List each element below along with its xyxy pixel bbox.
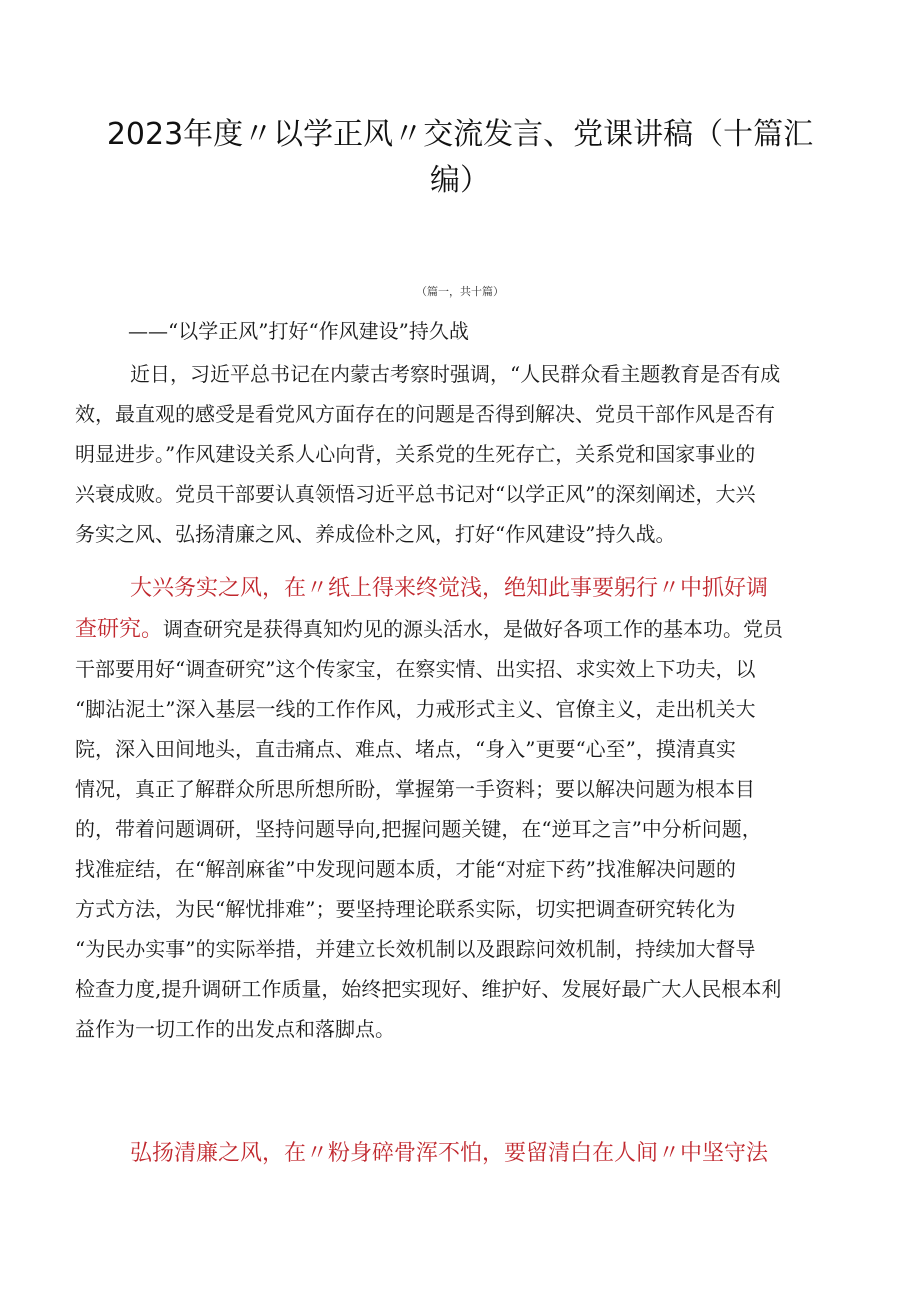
paragraph-line: “为民办实事”的实际举措，并建立长效机制以及跟踪问效机制，持续加大督导 (75, 937, 756, 961)
paragraph-clean-style (75, 1134, 865, 1174)
paragraph-practical-style (75, 569, 865, 1049)
title-line-2: 编） (430, 163, 490, 198)
paragraph-line: 情况，真正了解群众所思所想所盼，掌握第一手资料；要以解决问题为根本目 (75, 777, 755, 801)
paragraph-line: 的，带着问题调研，坚持问题导向,把握问题关键，在“逆耳之言”中分析问题， (75, 817, 762, 841)
subtitle: ——“以学正风”打好“作风建设”持久战 (128, 319, 469, 343)
paragraph-line: 院，深入田间地头，直击痛点、难点、堵点，“身入”更要“心至”，摸清真实 (75, 737, 736, 761)
paragraph-line: 找准症结，在“解剖麻雀”中发现问题本质，才能“对症下药”找准解决问题的 (75, 857, 736, 881)
part-label: （篇一，共十篇） (416, 285, 504, 298)
paragraph-line: 益作为一切工作的出发点和落脚点。 (75, 1017, 395, 1041)
section-heading-practical: 大兴务实之风，在〃纸上得来终觉浅，绝知此事要躬行〃中抓好调 (130, 576, 769, 601)
paragraph-line: 近日，习近平总书记在内蒙古考察时强调，“人民群众看主题教育是否有成 (130, 362, 781, 386)
paragraph-line-rest: 调查研究是获得真知灼见的源头活水，是做好各项工作的基本功。党员 (163, 617, 784, 641)
paragraph-line: 方式方法，为民“解忧排难”；要坚持理论联系实际，切实把调查研究转化为 (75, 897, 736, 921)
paragraph-line: 干部要用好“调查研究”这个传家宝，在察实情、出实招、求实效上下功夫，以 (75, 657, 756, 681)
paragraph-intro (75, 354, 865, 554)
document-title (85, 112, 835, 204)
paragraph-line: 明显进步。”作风建设关系人心向背，关系党的生死存亡，关系党和国家事业的 (75, 442, 756, 466)
section-heading-practical-end: 查研究。 (75, 617, 164, 642)
paragraph-line: 检查力度,提升调研工作质量，始终把实现好、维护好、发展好最广大人民根本利 (75, 977, 782, 1001)
paragraph-line (75, 609, 865, 649)
paragraph-line: “脚沾泥土”深入基层一线的工作作风，力戒形式主义、官僚主义，走出机关大 (75, 697, 756, 721)
paragraph-line: 务实之风、弘扬清廉之风、养成俭朴之风，打好“作风建设”持久战。 (75, 522, 676, 546)
section-heading-clean: 弘扬清廉之风，在〃粉身碎骨浑不怕，要留清白在人间〃中坚守法 (130, 1141, 769, 1166)
paragraph-line: 效，最直观的感受是看党风方面存在的问题是否得到解决、党员干部作风是否有 (75, 402, 775, 426)
title-line-1: 2023年度〃以学正风〃交流发言、党课讲稿（十篇汇 (106, 117, 814, 152)
paragraph-line: 兴衰成败。党员干部要认真领悟习近平总书记对“以学正风”的深刻阐述，大兴 (75, 482, 756, 506)
